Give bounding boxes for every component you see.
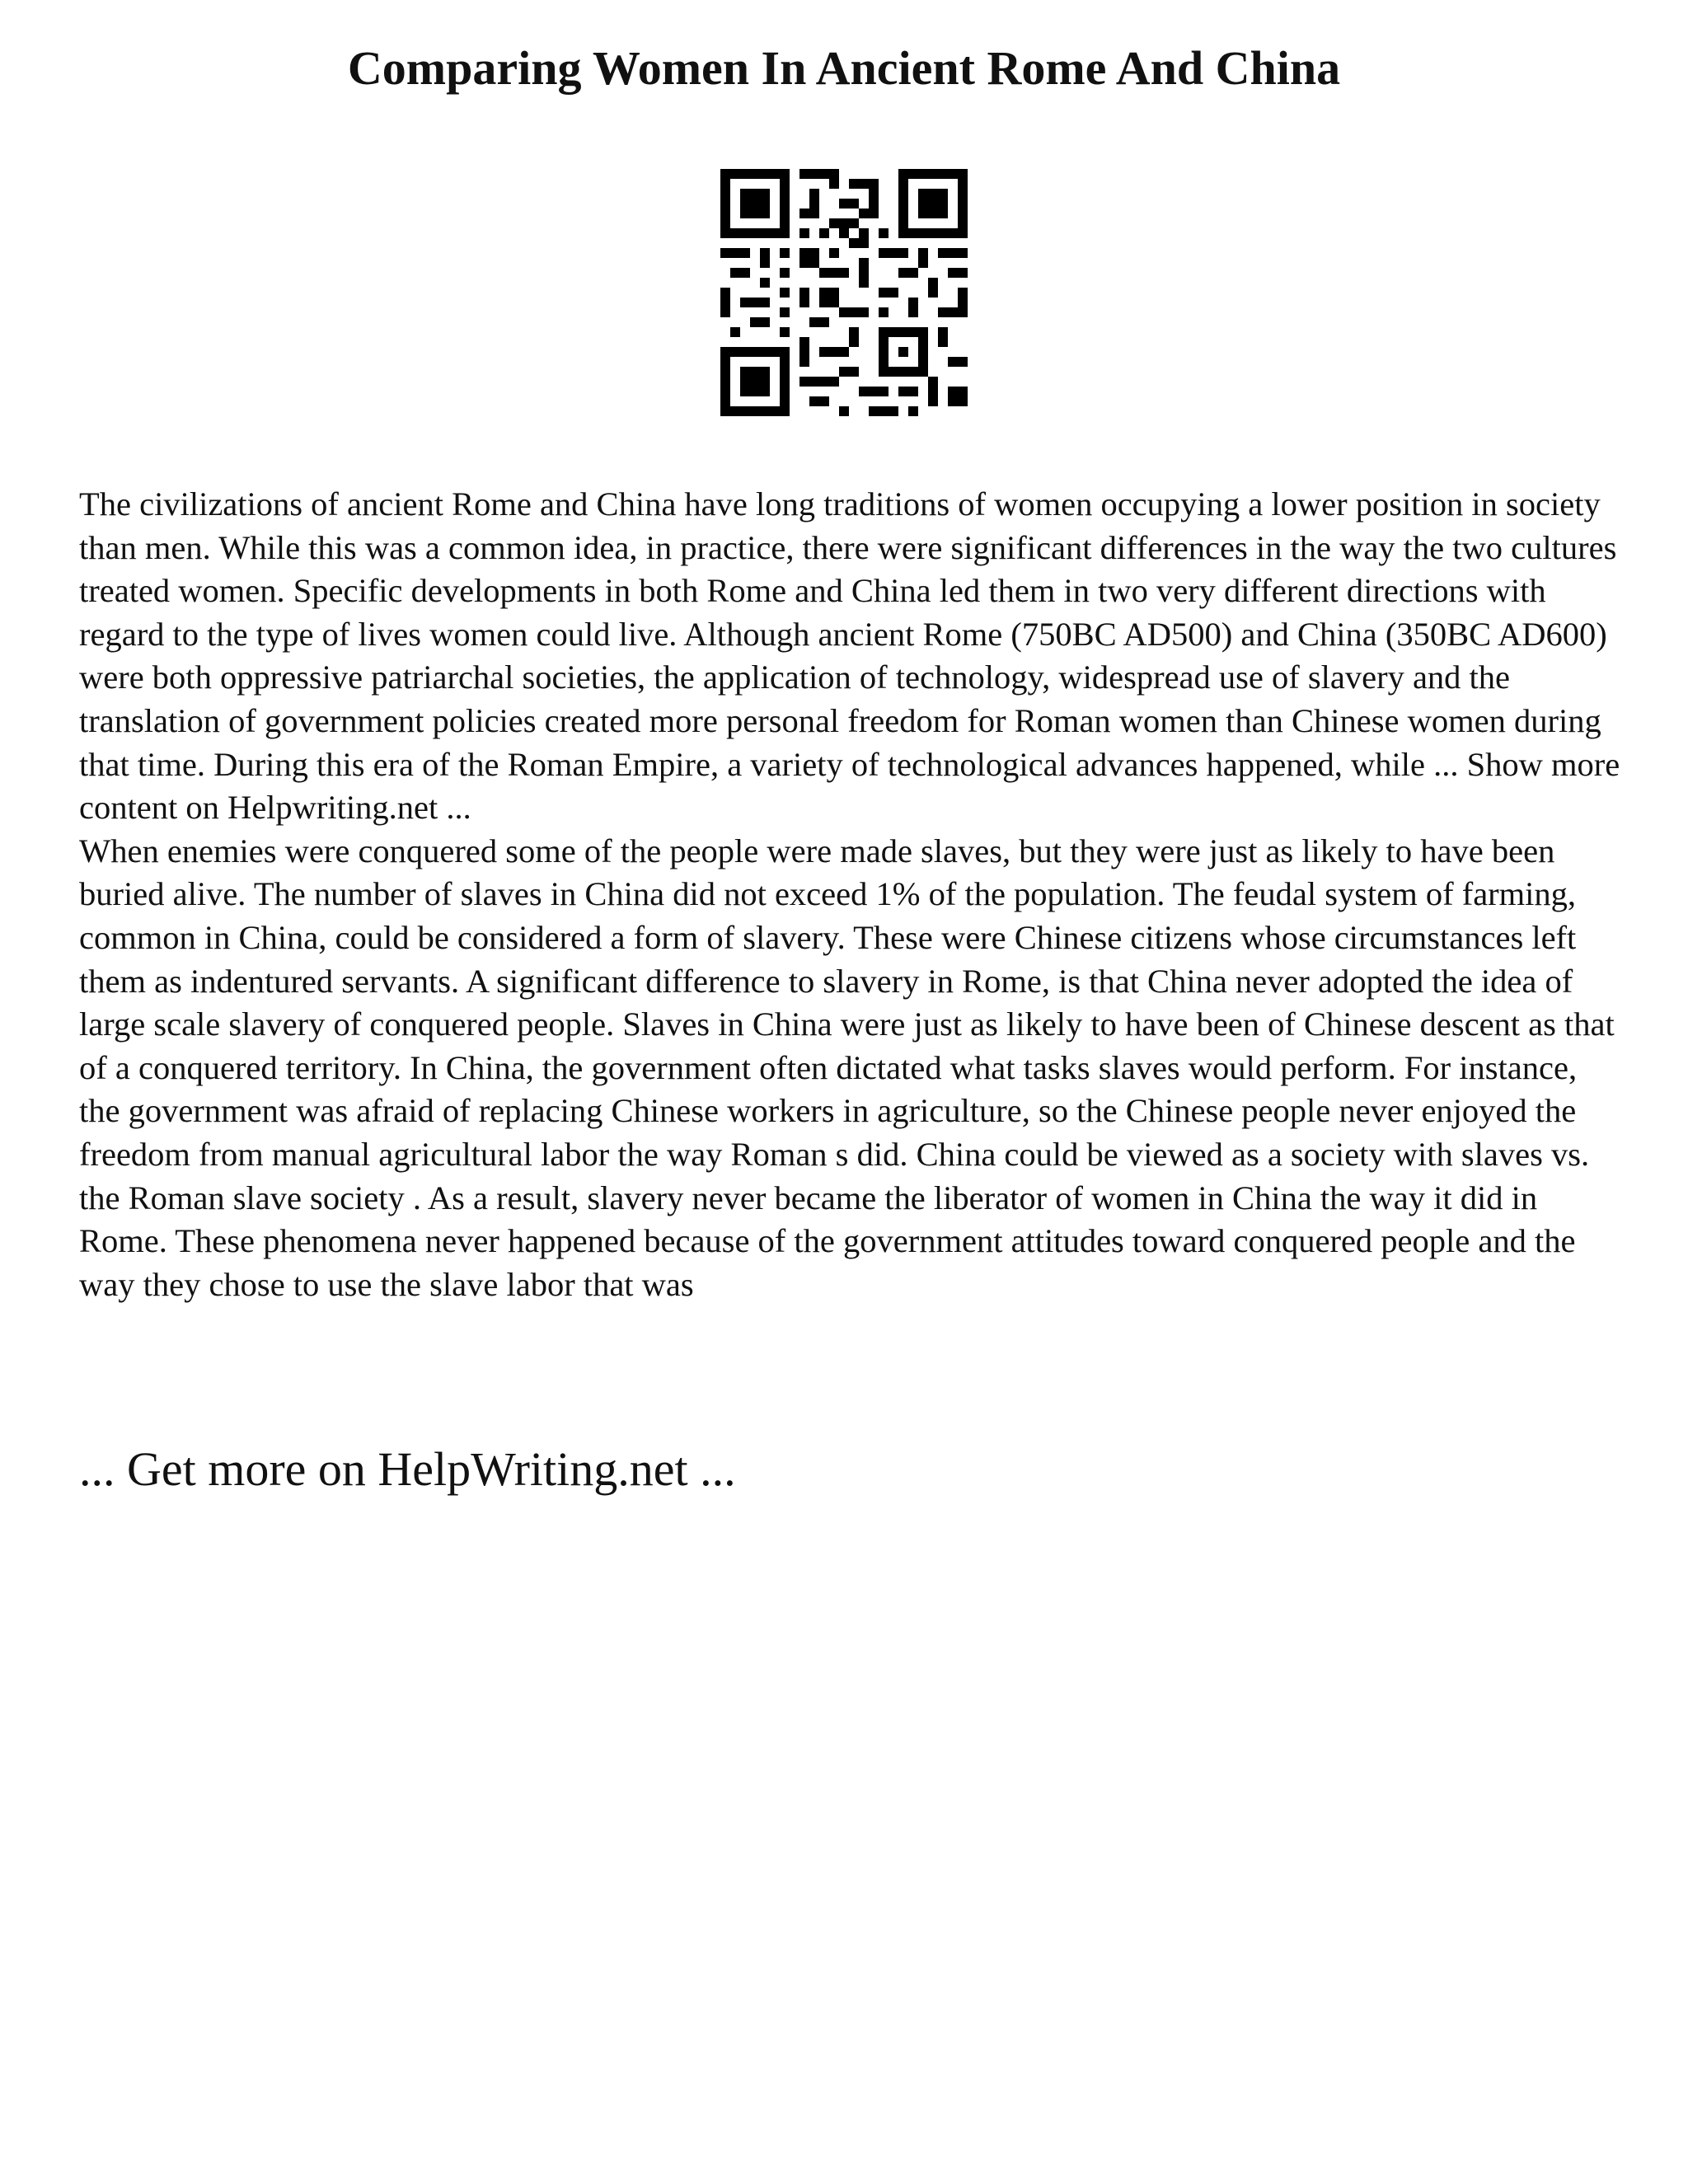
paragraph: The civilizations of ancient Rome and China have long traditions of women occupying a lower position in society than men. While this was a common idea, in practice, there were significant differences in the way the two cultures treated women. Specific developments in both Rome and China led them in two very different directions with regard to the type of lives women could live. Although ancient Rome (750BC AD500) and China (350BC AD600) were both oppressive patriarchal societies, the application of technology, widespread use of slavery and the translation of government policies created more personal freedom for Roman women than Chinese women during that time. During this era of the Roman Empire, a variety of technological advances happened, while ... Show more content on Helpwriting.net ... (79, 485, 1620, 827)
get-more-link[interactable]: ... Get more on HelpWriting.net ... (79, 1442, 736, 1496)
qr-code-graphic (720, 169, 968, 416)
article-body (79, 483, 1620, 1306)
qr-code-icon[interactable] (720, 169, 968, 416)
paragraph: When enemies were conquered some of the people were made slaves, but they were just as likely to have been buried alive. The number of slaves in China did not exceed 1% of the population. The feudal system of farming, common in China, could be considered a form of slavery. These were Chinese citizens whose circumstances left them as indentured servants. A significant difference to slavery in Rome, is that China never adopted the idea of large scale slavery of conquered people. Slaves in China were just as likely to have been of Chinese descent as that of a conquered territory. In China, the government often dictated what tasks slaves would perform. For instance, the government was afraid of replacing Chinese workers in agriculture, so the Chinese people never enjoyed the freedom from manual agricultural labor the way Roman s did. China could be viewed as a society with slaves vs. the Roman slave society . As a result, slavery never became the liberator of women in China the way it did in Rome. These phenomena never happened because of the government attitudes toward conquered people and the way they chose to use the slave labor that was (79, 832, 1615, 1303)
page-title: Comparing Women In Ancient Rome And China (347, 41, 1341, 95)
